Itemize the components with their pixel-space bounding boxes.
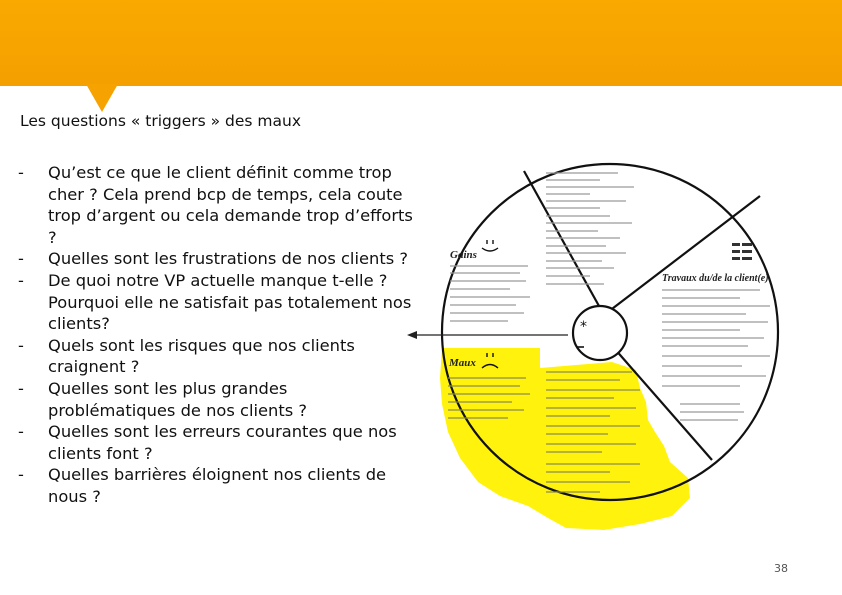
divider-line xyxy=(524,171,604,315)
bullet-dash: - xyxy=(18,270,24,290)
arrow-head-icon xyxy=(407,331,417,339)
maux-label: Maux xyxy=(449,357,476,369)
list-item-text: Qu’est ce que le client définit comme trop cher ? Cela prend bcp de temps, cela coute trop d’argent ou cela demande trop d’efforts ? xyxy=(48,163,413,247)
face-eye-icon: * xyxy=(580,319,587,335)
list-item-text: Quelles sont les frustrations de nos clients ? xyxy=(48,249,409,269)
jobs-label: Travaux du/de la client(e) xyxy=(662,273,769,284)
pains-highlight xyxy=(440,348,690,530)
list-item-text: Quelles barrières éloignent nos clients de nous ? xyxy=(48,465,387,506)
gains-text-lines xyxy=(450,173,634,321)
page-number: 38 xyxy=(774,562,788,575)
bullet-dash: - xyxy=(18,465,24,485)
bullet-dash: - xyxy=(18,378,24,398)
list-icon xyxy=(732,243,752,260)
list-item-text: De quoi notre VP actuelle manque t-elle ? Pourquoi elle ne satisfait pas totalement nos clients? xyxy=(48,270,412,334)
bullet-dash: - xyxy=(18,335,24,355)
jobs-text-lines xyxy=(662,290,770,420)
list-item-text: Quelles sont les plus grandes problématiques de nos clients ? xyxy=(48,378,308,420)
bullet-dash: - xyxy=(18,249,24,269)
bullet-dash: - xyxy=(18,163,24,182)
bullet-dash: - xyxy=(18,422,24,442)
divider-line xyxy=(604,196,760,315)
slide-title: Les questions « triggers » des maux xyxy=(20,112,302,130)
list-item-text: Quels sont les risques que nos clients craignent ? xyxy=(48,335,355,377)
smile-icon xyxy=(482,240,498,251)
list-item-text: Quelles sont les erreurs courantes que nos clients font ? xyxy=(48,422,397,463)
gains-label: Gains xyxy=(450,249,477,261)
